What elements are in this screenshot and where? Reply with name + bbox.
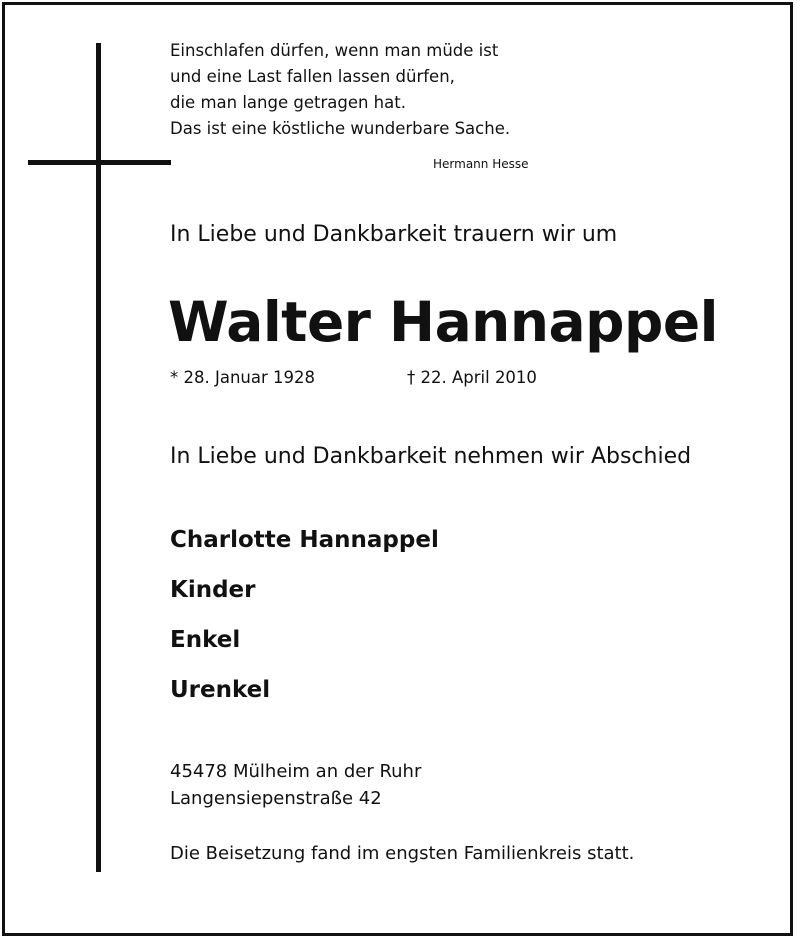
address-street: Langensiepenstraße 42 — [170, 788, 382, 809]
death-date: † 22. April 2010 — [407, 368, 537, 387]
address-block — [170, 758, 421, 812]
hesse-quote — [170, 38, 510, 142]
quote-line: die man lange getragen hat. — [170, 93, 406, 112]
mourner-name: Kinder — [170, 577, 256, 603]
quote-line: Das ist eine köstliche wunderbare Sache. — [170, 119, 511, 138]
burial-note: Die Beisetzung fand im engsten Familienkreis statt. — [170, 843, 635, 864]
quote-author: Hermann Hesse — [433, 157, 529, 171]
deceased-name: Walter Hannappel — [168, 290, 719, 354]
cross-horizontal-bar — [28, 160, 171, 165]
mourning-intro: In Liebe und Dankbarkeit trauern wir um — [170, 222, 618, 247]
mourners-list — [170, 522, 439, 722]
birth-date: * 28. Januar 1928 — [170, 368, 316, 387]
quote-line: und eine Last fallen lassen dürfen, — [170, 67, 455, 86]
mourner-name: Charlotte Hannappel — [170, 527, 439, 553]
mourner-name: Enkel — [170, 627, 241, 653]
mourner-name: Urenkel — [170, 677, 271, 703]
cross-vertical-bar — [96, 43, 101, 872]
quote-line: Einschlafen dürfen, wenn man müde ist — [170, 41, 499, 60]
farewell-line: In Liebe und Dankbarkeit nehmen wir Abschied — [170, 444, 692, 469]
address-city: 45478 Mülheim an der Ruhr — [170, 761, 422, 782]
